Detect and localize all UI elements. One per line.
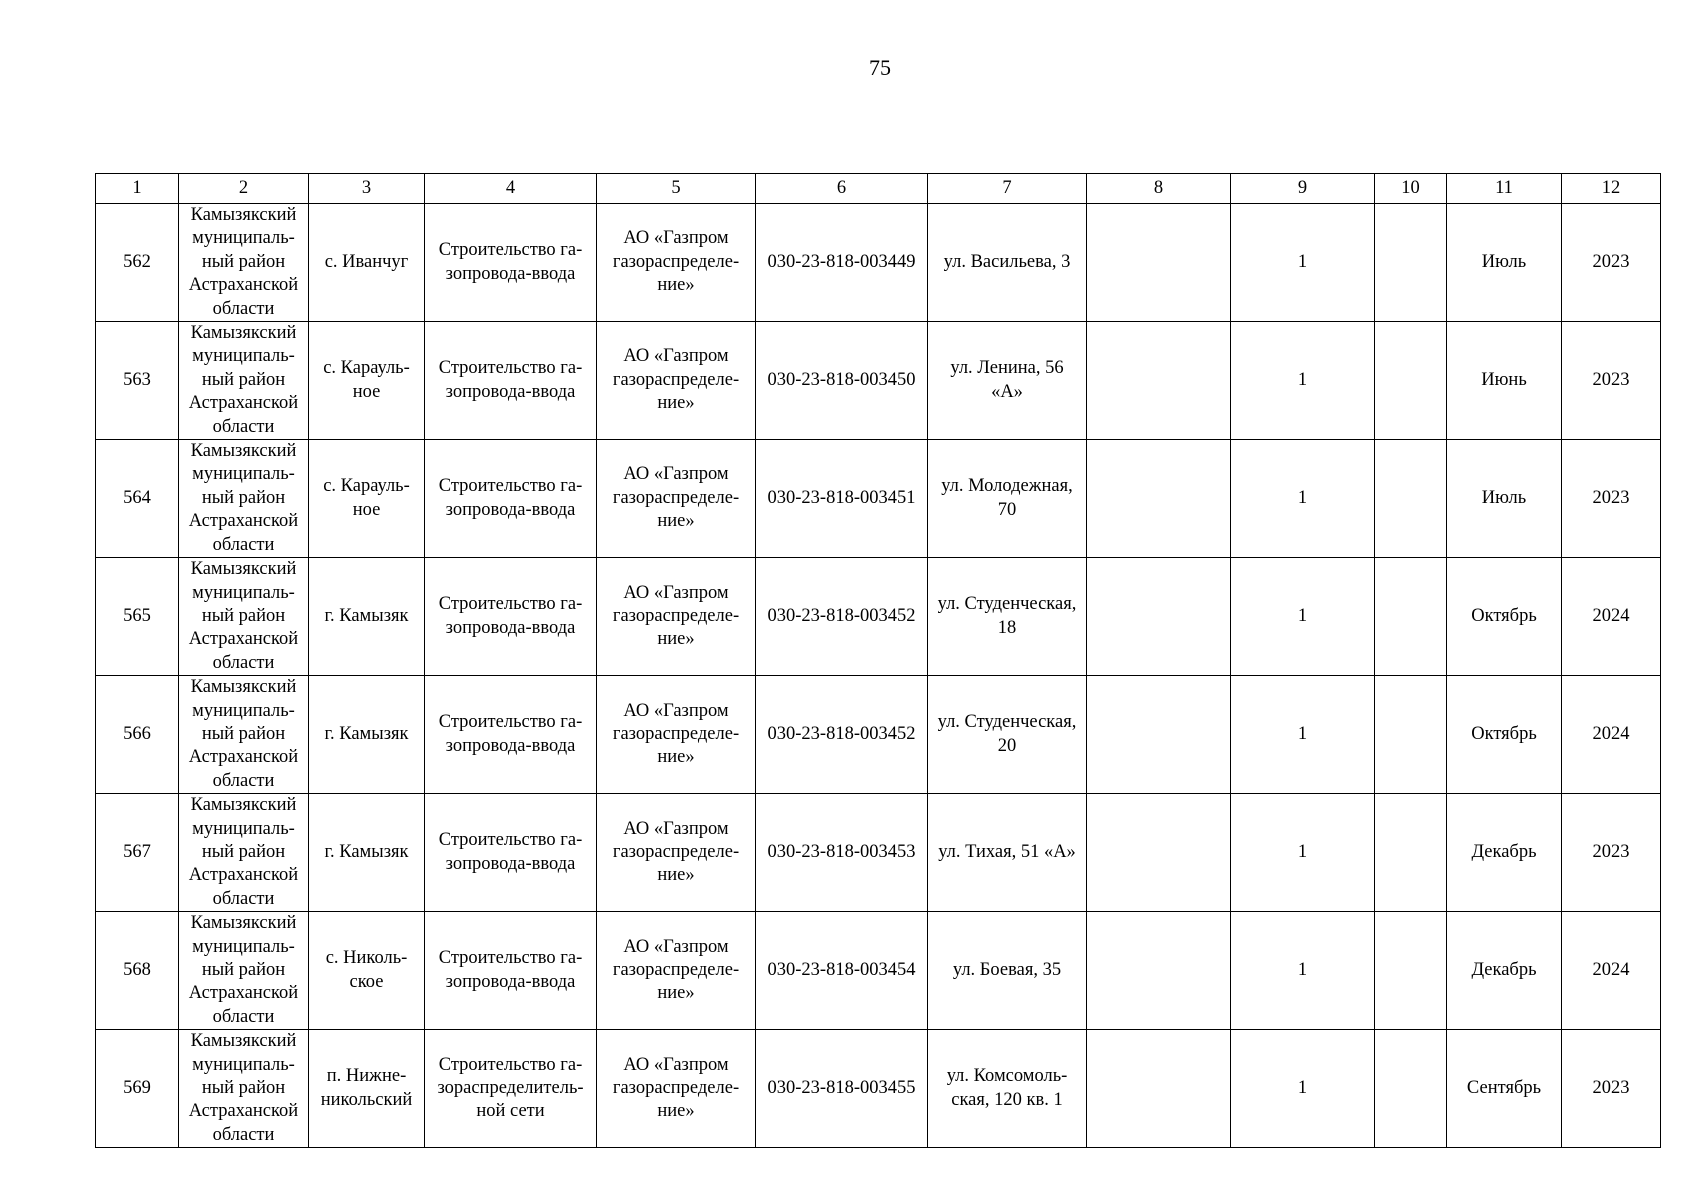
column-header: 9 [1231, 174, 1375, 204]
work-type-cell: Строительство га- зопровода-ввода [425, 676, 597, 794]
table-row [96, 676, 1661, 794]
count-cell: 1 [1231, 204, 1375, 322]
settlement-cell: с. Иванчуг [309, 204, 425, 322]
work-type-cell: Строительство га- зопровода-ввода [425, 558, 597, 676]
count-cell: 1 [1231, 676, 1375, 794]
column-8-cell [1087, 440, 1231, 558]
work-type-cell: Строительство га- зопровода-ввода [425, 204, 597, 322]
column-8-cell [1087, 794, 1231, 912]
column-header: 12 [1562, 174, 1661, 204]
object-code-cell: 030-23-818-003452 [756, 676, 928, 794]
district-cell: Камызякский муниципаль- ный район Астраханской области [179, 1030, 309, 1148]
registry-table [95, 173, 1661, 1148]
work-type-cell: Строительство га- зопровода-ввода [425, 912, 597, 1030]
column-header: 11 [1447, 174, 1562, 204]
organization-cell: АО «Газпром газораспределе- ние» [597, 912, 756, 1030]
settlement-cell: п. Нижне- никольский [309, 1030, 425, 1148]
row-number: 567 [96, 794, 179, 912]
count-cell: 1 [1231, 558, 1375, 676]
row-number: 566 [96, 676, 179, 794]
column-10-cell [1375, 440, 1447, 558]
settlement-cell: с. Карауль- ное [309, 440, 425, 558]
organization-cell: АО «Газпром газораспределе- ние» [597, 204, 756, 322]
column-10-cell [1375, 794, 1447, 912]
table-row [96, 1030, 1661, 1148]
district-cell: Камызякский муниципаль- ный район Астраханской области [179, 794, 309, 912]
column-header: 6 [756, 174, 928, 204]
organization-cell: АО «Газпром газораспределе- ние» [597, 676, 756, 794]
column-10-cell [1375, 558, 1447, 676]
work-type-cell: Строительство га- зораспределитель- ной сети [425, 1030, 597, 1148]
column-header: 2 [179, 174, 309, 204]
district-cell: Камызякский муниципаль- ный район Астраханской области [179, 440, 309, 558]
column-8-cell [1087, 912, 1231, 1030]
column-header: 7 [928, 174, 1087, 204]
table-row [96, 440, 1661, 558]
column-8-cell [1087, 558, 1231, 676]
work-type-cell: Строительство га- зопровода-ввода [425, 322, 597, 440]
row-number: 569 [96, 1030, 179, 1148]
settlement-cell: г. Камызяк [309, 676, 425, 794]
month-cell: Октябрь [1447, 558, 1562, 676]
object-code-cell: 030-23-818-003452 [756, 558, 928, 676]
month-cell: Сентябрь [1447, 1030, 1562, 1148]
object-code-cell: 030-23-818-003454 [756, 912, 928, 1030]
month-cell: Июнь [1447, 322, 1562, 440]
header-row [96, 174, 1661, 204]
column-8-cell [1087, 322, 1231, 440]
column-10-cell [1375, 204, 1447, 322]
column-header: 3 [309, 174, 425, 204]
column-header: 10 [1375, 174, 1447, 204]
object-code-cell: 030-23-818-003450 [756, 322, 928, 440]
district-cell: Камызякский муниципаль- ный район Астраханской области [179, 676, 309, 794]
table-row [96, 794, 1661, 912]
settlement-cell: г. Камызяк [309, 794, 425, 912]
column-header: 8 [1087, 174, 1231, 204]
month-cell: Декабрь [1447, 794, 1562, 912]
work-type-cell: Строительство га- зопровода-ввода [425, 794, 597, 912]
year-cell: 2023 [1562, 204, 1661, 322]
settlement-cell: с. Николь- ское [309, 912, 425, 1030]
count-cell: 1 [1231, 794, 1375, 912]
month-cell: Декабрь [1447, 912, 1562, 1030]
address-cell: ул. Молодежная, 70 [928, 440, 1087, 558]
row-number: 564 [96, 440, 179, 558]
year-cell: 2024 [1562, 676, 1661, 794]
address-cell: ул. Боевая, 35 [928, 912, 1087, 1030]
address-cell: ул. Студенческая, 18 [928, 558, 1087, 676]
address-cell: ул. Ленина, 56 «А» [928, 322, 1087, 440]
settlement-cell: г. Камызяк [309, 558, 425, 676]
column-header: 1 [96, 174, 179, 204]
column-header: 4 [425, 174, 597, 204]
table-row [96, 322, 1661, 440]
table-row [96, 558, 1661, 676]
count-cell: 1 [1231, 912, 1375, 1030]
district-cell: Камызякский муниципаль- ный район Астраханской области [179, 912, 309, 1030]
organization-cell: АО «Газпром газораспределе- ние» [597, 1030, 756, 1148]
address-cell: ул. Комсомоль- ская, 120 кв. 1 [928, 1030, 1087, 1148]
district-cell: Камызякский муниципаль- ный район Астраханской области [179, 322, 309, 440]
year-cell: 2023 [1562, 1030, 1661, 1148]
object-code-cell: 030-23-818-003451 [756, 440, 928, 558]
table-row [96, 204, 1661, 322]
column-10-cell [1375, 1030, 1447, 1148]
month-cell: Июль [1447, 204, 1562, 322]
count-cell: 1 [1231, 322, 1375, 440]
column-8-cell [1087, 1030, 1231, 1148]
address-cell: ул. Васильева, 3 [928, 204, 1087, 322]
row-number: 562 [96, 204, 179, 322]
year-cell: 2024 [1562, 912, 1661, 1030]
object-code-cell: 030-23-818-003449 [756, 204, 928, 322]
district-cell: Камызякский муниципаль- ный район Астраханской области [179, 204, 309, 322]
object-code-cell: 030-23-818-003455 [756, 1030, 928, 1148]
page-number: 75 [869, 55, 891, 80]
row-number: 563 [96, 322, 179, 440]
organization-cell: АО «Газпром газораспределе- ние» [597, 794, 756, 912]
organization-cell: АО «Газпром газораспределе- ние» [597, 440, 756, 558]
organization-cell: АО «Газпром газораспределе- ние» [597, 322, 756, 440]
work-type-cell: Строительство га- зопровода-ввода [425, 440, 597, 558]
row-number: 568 [96, 912, 179, 1030]
count-cell: 1 [1231, 440, 1375, 558]
count-cell: 1 [1231, 1030, 1375, 1148]
year-cell: 2024 [1562, 558, 1661, 676]
address-cell: ул. Студенческая, 20 [928, 676, 1087, 794]
month-cell: Октябрь [1447, 676, 1562, 794]
year-cell: 2023 [1562, 794, 1661, 912]
row-number: 565 [96, 558, 179, 676]
settlement-cell: с. Карауль- ное [309, 322, 425, 440]
organization-cell: АО «Газпром газораспределе- ние» [597, 558, 756, 676]
month-cell: Июль [1447, 440, 1562, 558]
column-10-cell [1375, 912, 1447, 1030]
column-8-cell [1087, 676, 1231, 794]
district-cell: Камызякский муниципаль- ный район Астраханской области [179, 558, 309, 676]
column-10-cell [1375, 322, 1447, 440]
table-row [96, 912, 1661, 1030]
year-cell: 2023 [1562, 440, 1661, 558]
column-10-cell [1375, 676, 1447, 794]
column-8-cell [1087, 204, 1231, 322]
year-cell: 2023 [1562, 322, 1661, 440]
object-code-cell: 030-23-818-003453 [756, 794, 928, 912]
address-cell: ул. Тихая, 51 «А» [928, 794, 1087, 912]
column-header: 5 [597, 174, 756, 204]
